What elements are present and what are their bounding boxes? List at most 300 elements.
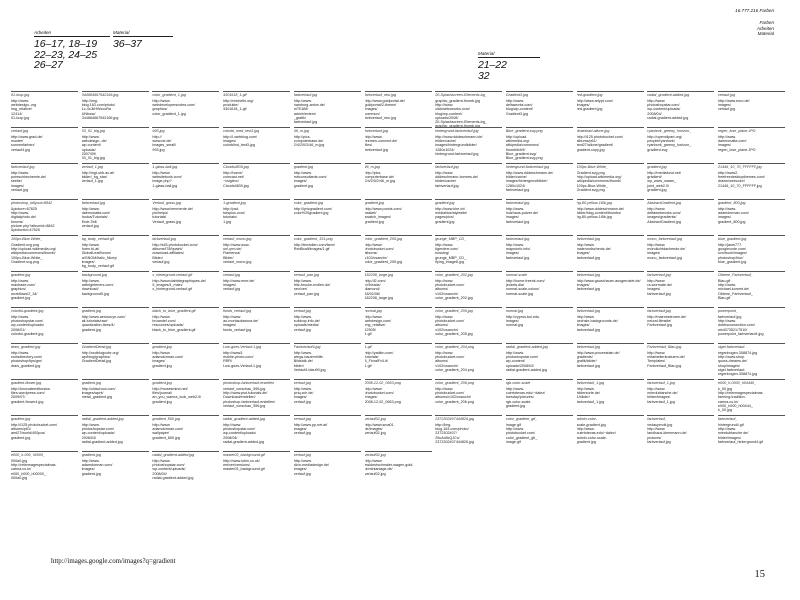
result-url-line: http://www.gauschauer-ausgerustet.de/	[576, 278, 641, 283]
result-url-line: joint_web2.0/	[647, 183, 670, 188]
material-label-right: Material	[478, 51, 495, 56]
result-url-line: wp-content/	[81, 143, 101, 148]
arbeiten-pages-2: 22–23, 24–25	[34, 48, 98, 61]
result-url-line: hamburg-anton.de/	[293, 102, 325, 107]
result-url-line: gradient-flower4.jpg	[11, 399, 44, 404]
result-url-line: freefreedesktopthemes.com/	[718, 174, 765, 179]
result-url-line: gradient_800.jpg	[152, 435, 180, 440]
result-url-line: verlauf_vorschau_596.jpg	[223, 386, 266, 391]
result-url-line: http://www.processtain.de/	[576, 350, 620, 355]
result-cell	[718, 415, 785, 455]
result-filename: gradient.jpg	[647, 163, 714, 169]
result-url-line: verlauf.jpg	[293, 431, 311, 436]
result-filename: verlauf_pan.jpg	[294, 271, 361, 277]
result-url-line: http://psd.	[223, 206, 240, 211]
result-url-line: http://www.ponds.com/	[364, 206, 402, 211]
result-cell	[294, 307, 361, 347]
result-cell	[152, 451, 219, 491]
result-url-line: mitarbeiterkostuem.de/	[647, 354, 685, 359]
result-url-line: farbverlauf_1.jpg	[576, 399, 605, 404]
result-cell	[647, 163, 714, 203]
result-url-line: http://mosesmlnd.net/	[152, 386, 188, 391]
result-url-line: colorblind_test3.jpg	[223, 143, 255, 148]
result-cell	[647, 415, 714, 455]
result-filename: colorful-gradient.jpg	[11, 307, 78, 313]
result-cell	[647, 271, 714, 311]
result-url-line: photoshopstar.com/	[81, 426, 114, 431]
result-url-line: 1280x1024/	[435, 147, 455, 152]
result-cell	[152, 91, 219, 131]
result-url-line: landhaus-klemmann.de/	[647, 431, 687, 436]
result-filename: color_gradient_205.jpg	[365, 235, 432, 241]
result-url-line: http://www.	[505, 426, 524, 431]
result-url-line: mono_farbverlauf.jpg	[647, 255, 682, 260]
result-url-line: http://www.	[647, 350, 666, 355]
result-cell	[365, 379, 432, 419]
result-url-line: wikimedia.org/	[505, 138, 530, 143]
result-cell	[365, 91, 432, 131]
result-filename: Clouds4839.jpg	[223, 163, 290, 169]
result-url-line: http://www.	[505, 350, 524, 355]
result-filename: hintergrund-farbverlauf.jpg	[435, 127, 502, 133]
material-label-left: Material	[113, 30, 130, 35]
result-filename: 46_m.jpg	[294, 127, 361, 133]
result-url-line: color_gradient_205.jpg	[435, 331, 473, 336]
material-pages-right-2: 32	[478, 69, 490, 82]
result-url-line: AbstractGradient.jpg	[647, 219, 681, 224]
result-url-line: http://www.lubin.co.uk/	[223, 458, 260, 463]
result-url-line: http://terradien.com/farm/	[293, 242, 335, 247]
result-url-line: holzhaus-putzer.de/	[505, 210, 539, 215]
result-url-line: Farbverlauf.jpg	[647, 323, 672, 328]
result-url-line: graphics/	[152, 107, 168, 112]
result-url-line: albums/v102/csanchr/	[435, 395, 472, 400]
result-filename: Low-goes-Verlauf-1.jpg	[223, 343, 290, 349]
result-url-line: rootsdirectory.com/	[11, 354, 43, 359]
result-url-line: color_gradient_1.jpg	[152, 111, 186, 116]
result-filename: gradient-flower.jpg	[11, 379, 78, 385]
result-url-line: 1280x1024/	[505, 183, 526, 188]
result-url-line: mTEAM/	[293, 107, 309, 112]
result-url-line: Blue_gradient.svg/	[505, 151, 537, 156]
result-filename: farbverlauf.jpg	[577, 307, 644, 313]
result-url-line: images/	[364, 107, 378, 112]
result-url-line: images/	[576, 323, 590, 328]
result-filename: verlauf.jpg	[294, 451, 361, 457]
material-block-left	[113, 30, 173, 50]
result-url-line: graphics/	[11, 287, 26, 292]
result-url-line: verlauf_pan.jpg	[293, 291, 320, 296]
result-url-line: adamdorman.com/	[152, 354, 184, 359]
result-url-line: http://jasm777.	[718, 242, 743, 247]
result-url-line: wikipedia/commons/thumb/	[11, 251, 56, 256]
result-filename: verlauf_1.jpg	[82, 163, 149, 169]
result-url-line: images/	[293, 179, 307, 184]
result-url-line: michael-kommt.de/	[718, 287, 750, 292]
result-url-line: v102/csanchr/	[435, 363, 459, 368]
result-cell	[294, 451, 361, 491]
result-url-line: albums/	[435, 359, 449, 364]
result-cell	[718, 343, 785, 383]
result-url-line: wp/blog/graphics/	[81, 354, 111, 359]
result-url-line: http://i125.photobucket.com/	[11, 422, 58, 427]
result-url-line: gradient.jpg	[505, 403, 526, 408]
result-url-line: farbverlauf.jpg	[576, 363, 600, 368]
source-url: http://images.google.com/images?q=gradient	[51, 558, 176, 565]
result-cell	[718, 379, 785, 419]
result-cell	[365, 451, 432, 491]
result-cell	[577, 163, 644, 203]
result-url-line: 993.jpg	[152, 147, 165, 152]
result-url-line: mobile-photo.com/	[223, 354, 254, 359]
result-url-line: wp-content/uploads/	[81, 431, 115, 436]
result-url-line: images/	[293, 426, 307, 431]
result-url-line: images/	[293, 395, 307, 400]
result-url-line: photoshop/blur/	[718, 255, 744, 260]
result-url-line: 2008/04/	[81, 435, 97, 440]
search-results-grid	[11, 91, 788, 523]
result-url-line: farbverlauf.jpg	[647, 291, 671, 296]
result-filename: Farbverlauf_Blau.jpg	[647, 343, 714, 349]
result-filename: gradient.jpg	[294, 163, 361, 169]
result-url-line: http://www.pp-net.at/	[293, 422, 328, 427]
result-url-line: gradient.jpg	[81, 471, 101, 476]
result-filename: 100px-Blue-White_	[577, 163, 644, 169]
result-url-line: files/journal/	[152, 390, 173, 395]
result-url-line: v102/csanchr/	[435, 291, 459, 296]
result-url-line: uploads/2008/02/	[505, 363, 535, 368]
result-cell	[647, 91, 714, 131]
result-url-line: pages/pics/	[435, 215, 454, 220]
result-url-line: 2007/09/	[81, 151, 97, 156]
result-cell	[435, 343, 502, 383]
result-cell	[152, 163, 219, 203]
result-url-line: http://img.	[435, 422, 452, 427]
result-cell	[647, 379, 714, 419]
result-filename: 4301618_1.gif	[223, 91, 290, 97]
result-url-line: 1.gif	[364, 331, 372, 336]
result-url-line: Gradient.svg.png	[576, 187, 605, 192]
result-url-line: muster/	[11, 138, 24, 143]
result-url-line: gradient.jpg	[152, 363, 172, 368]
result-url-line: http://www.	[364, 458, 383, 463]
result-url-line: http://www.	[576, 314, 595, 319]
result-cell	[11, 379, 78, 419]
result-cell	[11, 127, 78, 167]
result-url-line: http://www.goldportal.de/	[364, 98, 405, 103]
result-cell	[718, 307, 785, 347]
result-url-line: http://www.lemmerde.de/	[152, 206, 193, 211]
result-url-line: powerpoint_farbverlauf4.jpg	[718, 331, 764, 336]
material-rule-left	[113, 36, 173, 37]
result-cell	[577, 271, 644, 311]
result-url-line: people/ryanbork/	[647, 138, 675, 143]
result-url-line: regenbogen-308874.jpg	[718, 372, 758, 377]
result-url-line: 5_images/4_main/	[152, 282, 183, 287]
result-cell	[365, 163, 432, 203]
result-url-line: UNbww/	[81, 111, 96, 116]
result-url-line: images/	[718, 215, 731, 220]
result-url-line: wp-content/	[505, 359, 525, 364]
result-url-line: 12505/	[364, 327, 376, 332]
result-url-line: basket/	[364, 210, 377, 215]
result-url-line: normal-scale-colour/	[505, 287, 540, 292]
result-filename: color_gradient_206.png	[435, 379, 502, 385]
result-url-line: http://www.	[505, 206, 524, 211]
result-filename: verlauf02.jpg	[365, 415, 432, 421]
result-filename: blue_gradient.jpg	[718, 235, 785, 241]
result-url-line: http://www.	[293, 458, 312, 463]
result-url-line: dion-mediadesign.de/	[293, 462, 330, 467]
arbeiten-block	[34, 30, 110, 71]
result-url-line: photoshopstar.com/	[223, 426, 256, 431]
result-url-line: photoshopstar.com/	[505, 354, 539, 359]
result-url-line: tuesday/pictures/	[505, 395, 534, 400]
result-url-line: 100px-Blue-White_	[11, 255, 43, 260]
result-url-line: bilder/images/	[718, 435, 741, 440]
result-url-line: farbverlauf.jpg	[576, 287, 600, 292]
result-url-line: farbverlauf_neu.jpg	[364, 115, 397, 120]
result-url-line: http://www.	[647, 278, 666, 283]
result-url-line: normal.jpg	[505, 323, 524, 328]
result-cell	[577, 199, 644, 239]
result-filename: regen_lose_plane.JPG	[718, 127, 785, 133]
result-url-line: gradients/	[576, 354, 593, 359]
result-filename: master03_background.gif	[223, 451, 290, 457]
result-url-line: bilder/cache/	[435, 179, 457, 184]
result-cell	[11, 235, 78, 275]
result-url-line: img_relative/	[364, 323, 386, 328]
result-cell	[577, 235, 644, 275]
result-url-line: monolichtdachende.de/	[647, 246, 686, 251]
result-cell	[82, 343, 149, 383]
result-url-line: graphic_gradient-thumb.jpg	[435, 124, 481, 129]
result-filename: normal.jpg	[365, 307, 432, 313]
result-url-line: wikipedia/commons/	[505, 143, 540, 148]
result-filename: gradient.jpg	[82, 451, 149, 457]
result-filename: farbverlauf_1.jpg	[577, 379, 644, 385]
result-url-line: images/	[223, 282, 237, 287]
result-url-line: color_gradient_gtl_	[505, 435, 538, 440]
result-url-line: foren.bi-at/	[81, 246, 100, 251]
result-filename: powerpoint_	[718, 307, 785, 313]
result-url-line: gradient.jpg	[364, 219, 384, 224]
result-cell	[294, 415, 361, 455]
result-url-line: gradient.jpg	[576, 439, 596, 444]
result-url-line: albums/p61/	[576, 138, 597, 143]
result-url-line: bilder/images/	[647, 395, 671, 400]
result-filename: gradient.jpg	[11, 271, 78, 277]
result-url-line: Blue_gradient.svg.png	[505, 156, 543, 161]
result-url-line: verlauf4.jpg	[11, 147, 31, 152]
result-cell	[365, 307, 432, 347]
result-url-line: http://	[152, 134, 162, 139]
result-url-line: images_small/	[152, 143, 176, 148]
result-url-line: http://www.	[11, 210, 30, 215]
result-url-line: ao-montaubarona.de/	[223, 318, 259, 323]
result-filename: 20-Splashscreen-Elements-bg_	[435, 91, 502, 97]
arbeiten-pages-3: 26–27	[34, 59, 63, 72]
result-url-line: 2372302407444826.jpg	[435, 439, 474, 444]
result-cell	[11, 307, 78, 347]
result-url-line: http://lyricgradient.com/	[293, 206, 332, 211]
result-filename: fonds_verlauf.jpg	[223, 307, 290, 313]
result-url-line: 1.gif	[364, 363, 372, 368]
result-filename: radial_gradient-added.jpg	[152, 451, 219, 457]
result-url-line: radial-gradient-added.jpg	[505, 367, 547, 372]
result-cell	[82, 235, 149, 275]
result-cell	[435, 91, 502, 131]
result-url-line: photobucket.com/	[364, 390, 394, 395]
result-filename: color_gradient.jpg	[294, 199, 361, 205]
result-cell	[82, 451, 149, 491]
result-url-line: http://www.	[223, 314, 242, 319]
result-filename: Gradient3.jpg	[506, 91, 573, 97]
result-url-line: grafik/bilder/	[576, 359, 597, 364]
result-url-line: red-gradient.jpg	[576, 107, 603, 112]
colors-count-title: 16.777.216 Farben	[735, 8, 774, 13]
result-url-line: http://i125.photobucket.com/	[576, 134, 623, 139]
result-url-line: _grafik/	[293, 115, 306, 120]
result-url-line: flying_image6.jpg	[435, 259, 464, 264]
result-url-line: albums/	[364, 251, 378, 256]
result-url-line: http://upload.wikimedia.org/	[576, 174, 622, 179]
result-url-line: blog.163.com/photo/	[435, 426, 469, 431]
result-url-line: wings-bauernhilfe.	[293, 354, 324, 359]
result-cell	[435, 271, 502, 311]
result-filename: 1-glass-ball.jpg	[152, 163, 219, 169]
result-url-line: jeckels.dia/	[505, 282, 525, 287]
result-url-line: images/hintergrundbilder/	[435, 143, 477, 148]
result-url-line: quora-dreams.de/	[718, 359, 748, 364]
result-cell	[577, 91, 644, 131]
result-url-line: Gradient.svg.png	[11, 242, 40, 247]
result-url-line: deltaworks.com/	[505, 102, 533, 107]
result-url-line: images/	[505, 318, 519, 323]
result-url-line: farbverlauf.jpg	[718, 314, 742, 319]
result-url-line: images/	[81, 467, 95, 472]
result-url-line: dominianlage.de/	[364, 467, 393, 472]
result-filename: verlauf_mono.jpg	[223, 235, 290, 241]
result-filename: red-gradient.jpg	[577, 91, 644, 97]
result-url-line: color%20gradient.jpg	[293, 210, 329, 215]
result-url-line: 2/4/2/0/2/46_m.jpg	[293, 143, 325, 148]
result-url-line: images/	[576, 282, 590, 287]
result-url-line: GlobalLeaf/forum/	[81, 251, 111, 256]
result-url-line: http://www2.	[718, 170, 739, 175]
result-cell	[435, 415, 502, 455]
result-filename: verlauf.jpg	[294, 379, 361, 385]
result-url-line: carma.co.kr/	[718, 399, 739, 404]
result-url-line: http://mediafund.net/	[647, 170, 681, 175]
result-filename: verlauf.jpg	[223, 271, 290, 277]
result-url-line: jcnq.cch.de/	[293, 390, 314, 395]
result-url-line: resources/uploads/	[152, 323, 184, 328]
result-url-line: image.php?	[152, 179, 172, 184]
result-cell	[11, 271, 78, 311]
result-filename: Obtene_Farbverlauf_	[718, 271, 785, 277]
result-filename: verlauf.jpg	[294, 307, 361, 313]
result-url-line: http://www.	[647, 426, 666, 431]
result-url-line: deltawebworks.com/	[647, 210, 681, 215]
result-url-line: photoshop-farbverlauf-erstellen/	[223, 399, 276, 404]
result-url-line: http://www.	[81, 206, 100, 211]
result-url-line: photoshopstar.com/	[11, 318, 44, 323]
result-url-line: http://www.	[505, 98, 524, 103]
result-url-line: tutorials/	[364, 354, 379, 359]
result-url-line: wb4073521/7510/	[718, 327, 748, 332]
result-url-line: Verlauf_grass.jpg	[152, 219, 181, 224]
result-url-line: http://www.	[718, 134, 737, 139]
material-block-right	[478, 51, 540, 81]
result-cell	[294, 343, 361, 383]
result-url-line: Flamenca/	[223, 251, 241, 256]
result-url-line: gradient.svg	[647, 147, 668, 152]
result-filename: farbverlauf_neu.jpg	[365, 91, 432, 97]
result-url-line: RedBcall/images/1.gif	[293, 246, 330, 251]
result-url-line: http://www.	[435, 170, 454, 175]
result-url-line: clickweboworks.com/	[435, 107, 470, 112]
page-number: 15	[754, 569, 765, 580]
result-cell	[294, 163, 361, 203]
result-url-line: blog/wp-content/	[435, 111, 463, 116]
result-url-line: verlauf_1.jpg	[81, 179, 103, 184]
result-url-line: Clouds4839.jpg	[223, 183, 249, 188]
result-cell	[82, 307, 149, 347]
result-url-line: farbverlauf.jpg	[293, 120, 318, 125]
result-url-line: bilder/cache/	[435, 138, 457, 143]
result-filename: 1-gradient.jpg	[223, 199, 290, 205]
result-url-line: Erde-Teil/	[81, 219, 98, 224]
result-url-line: http://www.mmr.de/	[223, 278, 255, 283]
result-cell	[223, 415, 290, 455]
result-url-line: farbverlauf.jpg	[647, 439, 671, 444]
result-url-line: Bildstdk.de/	[293, 359, 313, 364]
result-url-line: http://home/	[223, 170, 243, 175]
result-filename: 03_01_big.jpg	[82, 127, 149, 133]
result-url-line: ra-wormate.de/	[647, 282, 673, 287]
result-cell	[435, 127, 502, 167]
result-url-line: http://www.khe.ch/	[435, 206, 466, 211]
result-url-line: tutorials/	[152, 215, 167, 220]
result-url-line: workflows/2_34/	[11, 291, 38, 296]
result-cell	[223, 343, 290, 383]
result-filename: gradient.jpg	[152, 343, 219, 349]
result-url-line: shop/images/	[718, 363, 740, 368]
result-url-line: http://www.	[293, 350, 312, 355]
result-url-line: http://www.	[435, 278, 454, 283]
result-url-line: http://www.	[647, 206, 666, 211]
result-filename: colorbl_med_test3.jpg	[223, 127, 290, 133]
result-url-line: images/	[11, 183, 24, 188]
result-url-line: verlauf.jpg	[293, 399, 311, 404]
result-url-line: wikipedia/commons/thumb/	[576, 179, 622, 184]
result-url-line: http://www.dddeschmann.de/	[505, 170, 554, 175]
result-url-line: albums/p61/	[11, 426, 32, 431]
result-url-line: farbverlauf.jpg	[505, 255, 530, 260]
result-url-line: dobbsconnection.com/	[718, 323, 755, 328]
result-url-line: verlauf_vorschau_596.jpg	[223, 403, 266, 408]
result-url-line: http://www.aerosw.yn.com/	[81, 314, 126, 319]
result-url-line: http://ingt-uhb.ac.at/	[81, 170, 115, 175]
result-url-line: images/	[152, 359, 166, 364]
result-url-line: 1.jpg	[223, 219, 232, 224]
result-url-line: albums/	[435, 323, 449, 328]
result-url-line: images/wpnt/	[81, 390, 104, 395]
material-rule-right	[478, 57, 540, 58]
result-url-line: Templates/	[647, 359, 666, 364]
result-cell	[11, 163, 78, 203]
